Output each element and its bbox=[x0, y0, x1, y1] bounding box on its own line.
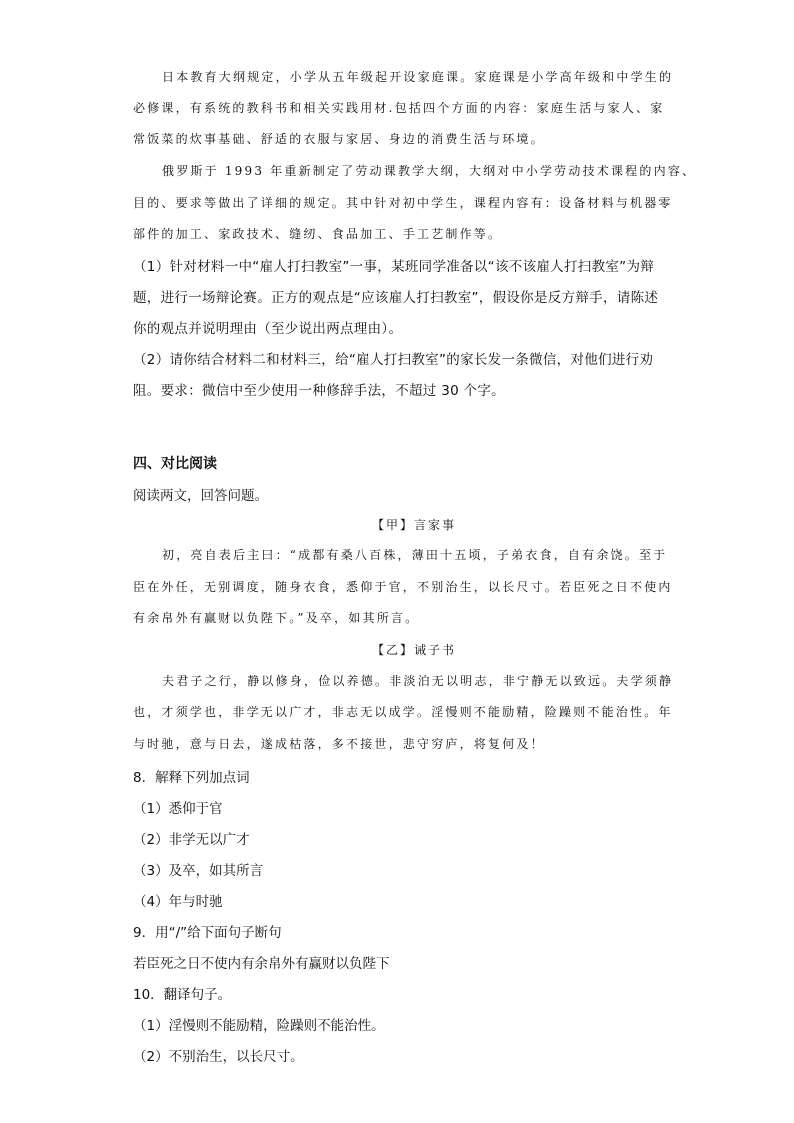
question-8-item: （1）悉仰于官 bbox=[133, 801, 223, 817]
material-line: 部件的加工、家政技术、缝纫、食品加工、手工艺制作等。 bbox=[133, 227, 503, 241]
passage-yi-line: 夫君子之行，静以修身，俭以养德。非淡泊无以明志，非宁静无以致远。夫学须静 bbox=[162, 674, 674, 688]
task-1-line: 题，进行一场辩论赛。正方的观点是“应该雇人打扫教室”，假设你是反方辩手，请陈述 bbox=[133, 290, 659, 306]
task-2-line: （2）请你结合材料二和材料三，给“雇人打扫教室”的家长发一条微信，对他们进行劝 bbox=[133, 352, 654, 368]
question-10-item: （1）淫慢则不能励精，险躁则不能治性。 bbox=[133, 1018, 385, 1034]
material-line: 俄罗斯于 1993 年重新制定了劳动课教学大纲，大纲对中小学劳动技术课程的内容、 bbox=[162, 164, 697, 178]
passage-yi-line: 也，才须学也，非学无以广才，非志无以成学。淫慢则不能励精，险躁则不能治性。年 bbox=[133, 705, 673, 719]
question-9-text: 若臣死之日不使内有余帛外有赢财以负陛下 bbox=[133, 956, 390, 972]
section-heading: 四、对比阅读 bbox=[133, 456, 217, 472]
passage-jia-line: 初，亮自表后主曰：“成都有桑八百株，薄田十五顷，子弟衣食，自有余饶。至于 bbox=[162, 548, 668, 562]
passage-jia-line: 有余帛外有赢财以负陛下。”及卒，如其所言。 bbox=[133, 611, 420, 625]
task-1-line: （1）针对材料一中“雇人打扫教室”一事，某班同学准备以“该不该雇人打扫教室”为辩 bbox=[133, 259, 655, 275]
question-8-item: （4）年与时驰 bbox=[133, 894, 223, 910]
material-line: 目的、要求等做出了详细的规定。其中针对初中学生，课程内容有：设备材料与机器零 bbox=[133, 196, 673, 210]
question-10-item: （2）不别治生，以长尺寸。 bbox=[133, 1049, 304, 1065]
passage-jia-line: 臣在外任，无别调度，随身衣食，悉仰于官，不别治生，以长尺寸。若臣死之日不使内 bbox=[133, 580, 673, 594]
material-line: 常饭菜的炊事基础、舒适的衣服与家居、身边的消费生活与环境。 bbox=[133, 132, 545, 146]
passage-yi-line: 与时驰，意与日去，遂成枯落，多不接世，悲守穷庐，将复何及！ bbox=[133, 737, 545, 751]
question-8: 8．解释下列加点词 bbox=[133, 770, 250, 786]
question-9: 9．用“/”给下面句子断句 bbox=[133, 925, 282, 941]
material-line: 必修课，有系统的教科书和相关实践用材.包括四个方面的内容：家庭生活与家人、家 bbox=[133, 101, 665, 115]
question-8-item: （2）非学无以广才 bbox=[133, 832, 250, 848]
passage-yi-title: 【乙】诫子书 bbox=[372, 643, 457, 657]
material-line: 日本教育大纲规定，小学从五年级起开设家庭课。家庭课是小学高年级和中学生的 bbox=[162, 70, 674, 84]
question-8-item: （3）及卒，如其所言 bbox=[133, 863, 264, 879]
task-1-line: 你的观点并说明理由（至少说出两点理由）。 bbox=[133, 321, 403, 337]
passage-jia-title: 【甲】言家事 bbox=[372, 518, 457, 532]
task-2-line: 阻。要求：微信中至少使用一种修辞手法，不超过 30 个字。 bbox=[133, 383, 505, 399]
section-instruction: 阅读两文，回答问题。 bbox=[133, 488, 268, 504]
question-10: 10．翻译句子。 bbox=[133, 987, 232, 1003]
